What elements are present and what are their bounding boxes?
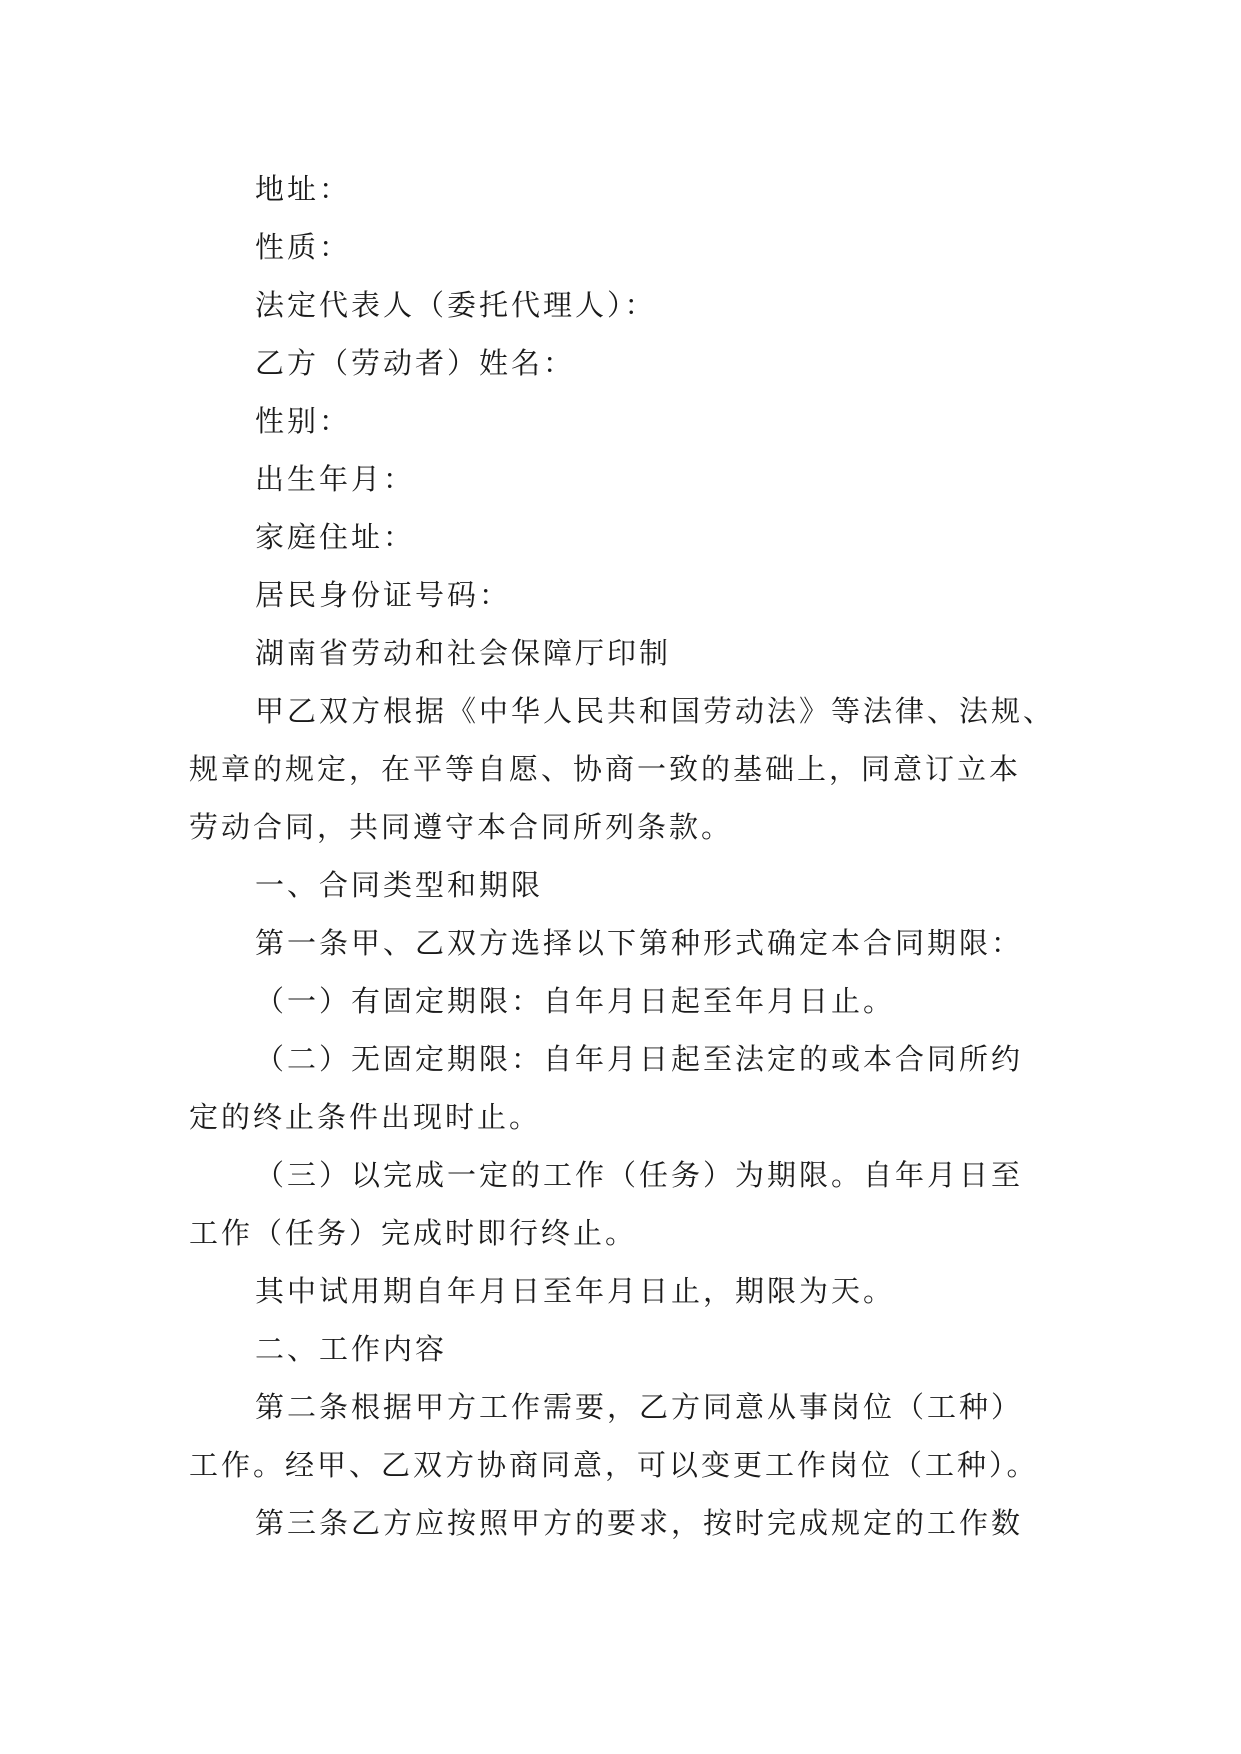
nature-field: 性质： — [255, 230, 352, 264]
article-line: 第三条乙方应按照甲方的要求，按时完成规定的工作数 — [255, 1506, 1024, 1540]
article-line: 第二条根据甲方工作需要，乙方同意从事岗位（工种） — [255, 1390, 1024, 1424]
preamble-line: 规章的规定，在平等自愿、协商一致的基础上，同意订立本 — [189, 752, 1022, 786]
gender-field: 性别： — [255, 404, 352, 438]
preamble-line: 甲乙双方根据《中华人民共和国劳动法》等法律、法规、 — [255, 694, 1056, 728]
section-heading: 二、工作内容 — [255, 1332, 448, 1366]
address-field: 地址： — [255, 172, 352, 206]
article-line: （三）以完成一定的工作（任务）为期限。自年月日至 — [255, 1158, 1024, 1192]
preamble-line: 劳动合同，共同遵守本合同所列条款。 — [189, 810, 734, 844]
legal-representative-field: 法定代表人（委托代理人）： — [255, 288, 657, 322]
section-heading: 一、合同类型和期限 — [255, 868, 544, 902]
article-line: 工作。经甲、乙双方协商同意，可以变更工作岗位（工种）。 — [189, 1448, 1039, 1482]
birth-date-field: 出生年月： — [255, 462, 416, 496]
home-address-field: 家庭住址： — [255, 520, 416, 554]
article-line: （一）有固定期限：自年月日起至年月日止。 — [255, 984, 896, 1018]
article-line: 定的终止条件出现时止。 — [189, 1100, 542, 1134]
id-number-field: 居民身份证号码： — [255, 578, 512, 612]
article-line: 其中试用期自年月日至年月日止，期限为天。 — [255, 1274, 896, 1308]
article-line: 工作（任务）完成时即行终止。 — [189, 1216, 638, 1250]
printer-note: 湖南省劳动和社会保障厅印制 — [255, 636, 672, 670]
party-b-name-field: 乙方（劳动者）姓名： — [255, 346, 576, 380]
article-line: 第一条甲、乙双方选择以下第种形式确定本合同期限： — [255, 926, 1024, 960]
document-body — [189, 160, 1056, 1552]
article-line: （二）无固定期限：自年月日起至法定的或本合同所约 — [255, 1042, 1024, 1076]
